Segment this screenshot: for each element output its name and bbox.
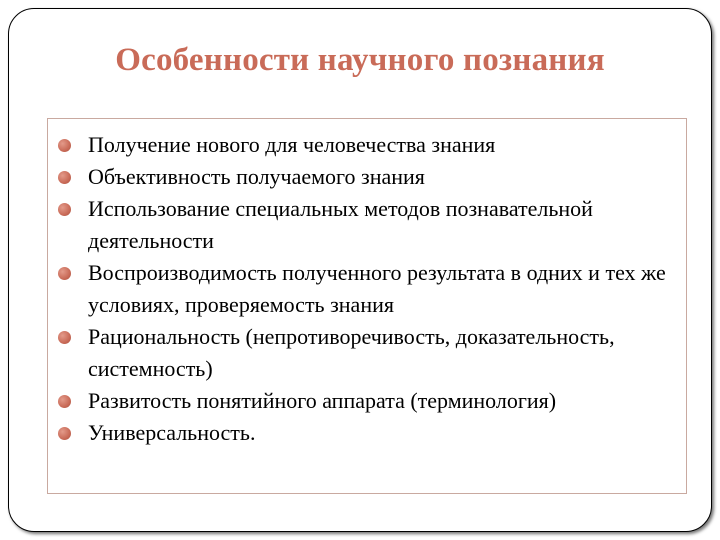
list-item-text: Использование специальных методов познавательной деятельности: [88, 196, 593, 253]
list-item-text: Воспроизводимость полученного результата в одних и тех же условиях, проверяемость знания: [88, 260, 666, 317]
bullet-dot-icon: [58, 267, 71, 280]
bullet-dot-icon: [58, 395, 71, 408]
bullet-dot-icon: [58, 139, 71, 152]
list-item: [54, 385, 680, 417]
list-item: [54, 417, 680, 449]
bullet-dot-icon: [58, 427, 71, 440]
bullet-dot-icon: [58, 203, 71, 216]
list-item-text: Развитость понятийного аппарата (терминология): [88, 388, 557, 413]
list-item: [54, 161, 680, 193]
list-item-text: Получение нового для человечества знания: [88, 132, 496, 157]
list-item-text: Объективность получаемого знания: [88, 164, 425, 189]
list-item: [54, 321, 680, 385]
bullet-dot-icon: [58, 171, 71, 184]
list-item-text: Универсальность.: [88, 420, 256, 445]
bullet-list: [54, 129, 680, 449]
list-item: [54, 257, 680, 321]
slide-title: Особенности научного познания: [115, 42, 605, 78]
bullet-dot-icon: [58, 331, 71, 344]
list-item-text: Рациональность (непротиворечивость, доказательность, системность): [88, 324, 615, 381]
content-box: [47, 118, 687, 494]
list-item: [54, 193, 680, 257]
list-item: [54, 129, 680, 161]
